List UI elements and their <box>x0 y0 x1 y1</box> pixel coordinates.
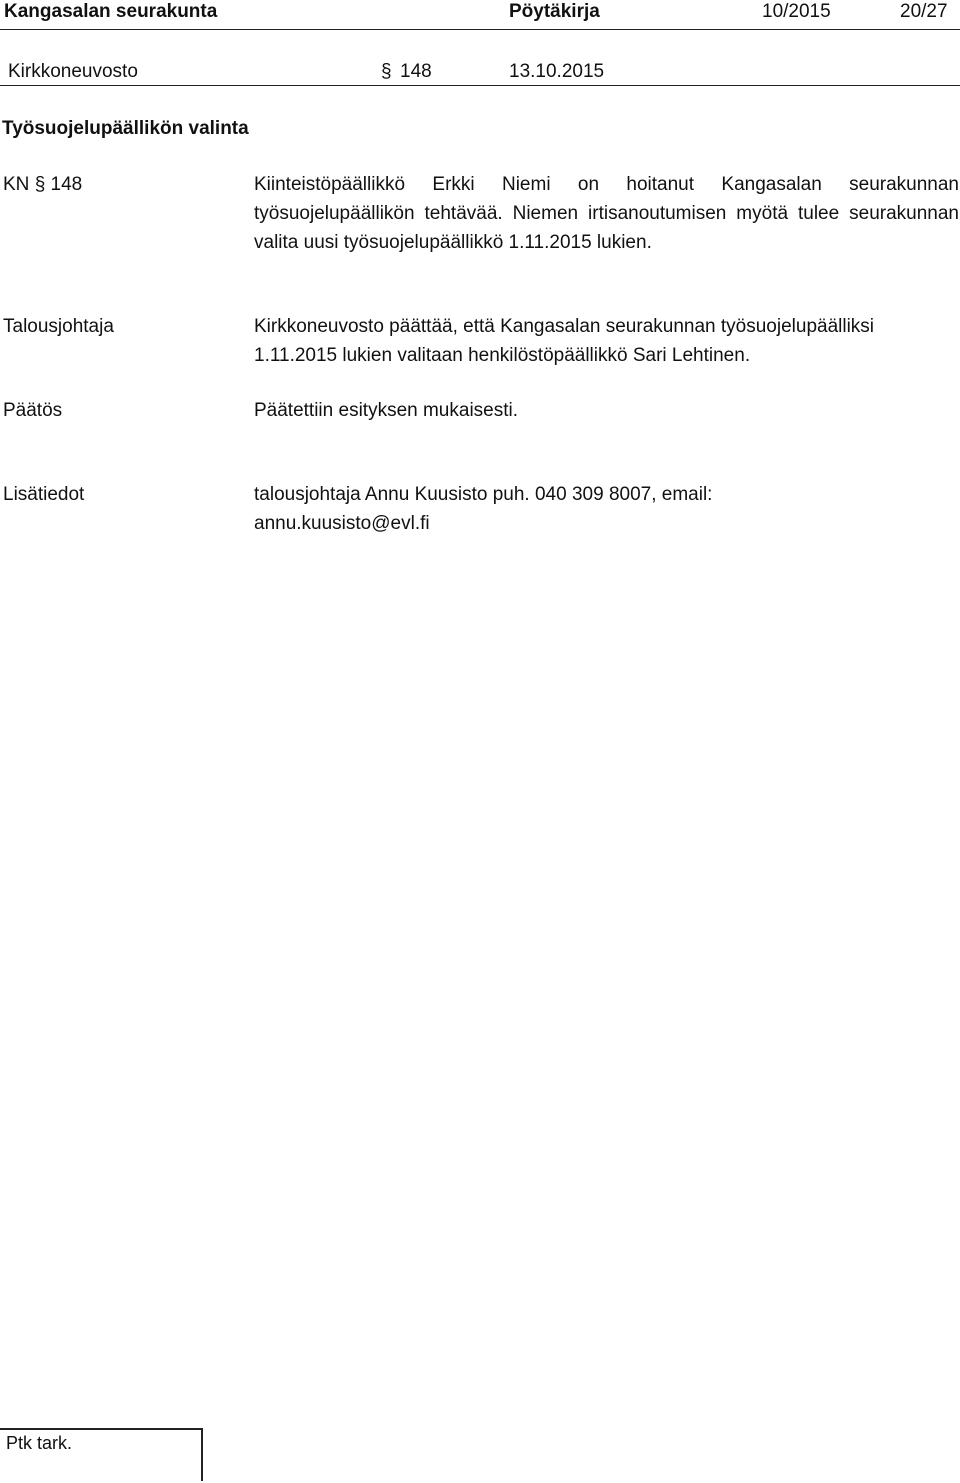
proposal-label: Talousjohtaja <box>3 316 114 337</box>
subheader-divider <box>0 85 960 86</box>
contact-line: talousjohtaja Annu Kuusisto puh. 040 309 8007, email: <box>254 484 713 505</box>
section-label: KN <box>3 174 30 195</box>
page-number: 20/27 <box>900 1 948 22</box>
issue-number: 10/2015 <box>762 1 831 22</box>
item-title: Työsuojelupäällikön valinta <box>2 118 249 139</box>
info-label: Lisätiedot <box>3 484 85 505</box>
subheader-section-number: 148 <box>400 61 432 82</box>
section-sign-icon: § <box>34 174 46 195</box>
proposal-text: Kirkkoneuvosto päättää, että Kangasalan seurakunnan työsuojelupäälliksi 1.11.2015 lukien valitaan henkilöstöpäällikkö Sari Lehtinen. <box>254 316 875 366</box>
decision-text: Päätettiin esityksen mukaisesti. <box>254 400 519 421</box>
section-number: 148 <box>50 174 83 195</box>
section-reference <box>3 174 82 196</box>
organization-name: Kangasalan seurakunta <box>4 1 218 22</box>
item-description: Kiinteistöpäällikkö Erkki Niemi on hoitanut Kangasalan seurakunnan työsuojelupäällikön tehtävää. Niemen irtisanoutumisen myötä tulee seurakunnan valita uusi työsuojelupäällikkö 1.11.2015 lukien. <box>254 174 959 253</box>
meeting-date: 13.10.2015 <box>509 61 605 82</box>
meeting-body: Kirkkoneuvosto <box>8 61 138 82</box>
contact-email: annu.kuusisto@evl.fi <box>254 513 430 534</box>
document-type: Pöytäkirja <box>509 1 600 22</box>
ptk-label: Ptk tark. <box>6 1433 73 1453</box>
header-divider <box>0 29 960 30</box>
decision-label: Päätös <box>3 400 63 421</box>
section-sign-icon: § <box>381 61 392 82</box>
